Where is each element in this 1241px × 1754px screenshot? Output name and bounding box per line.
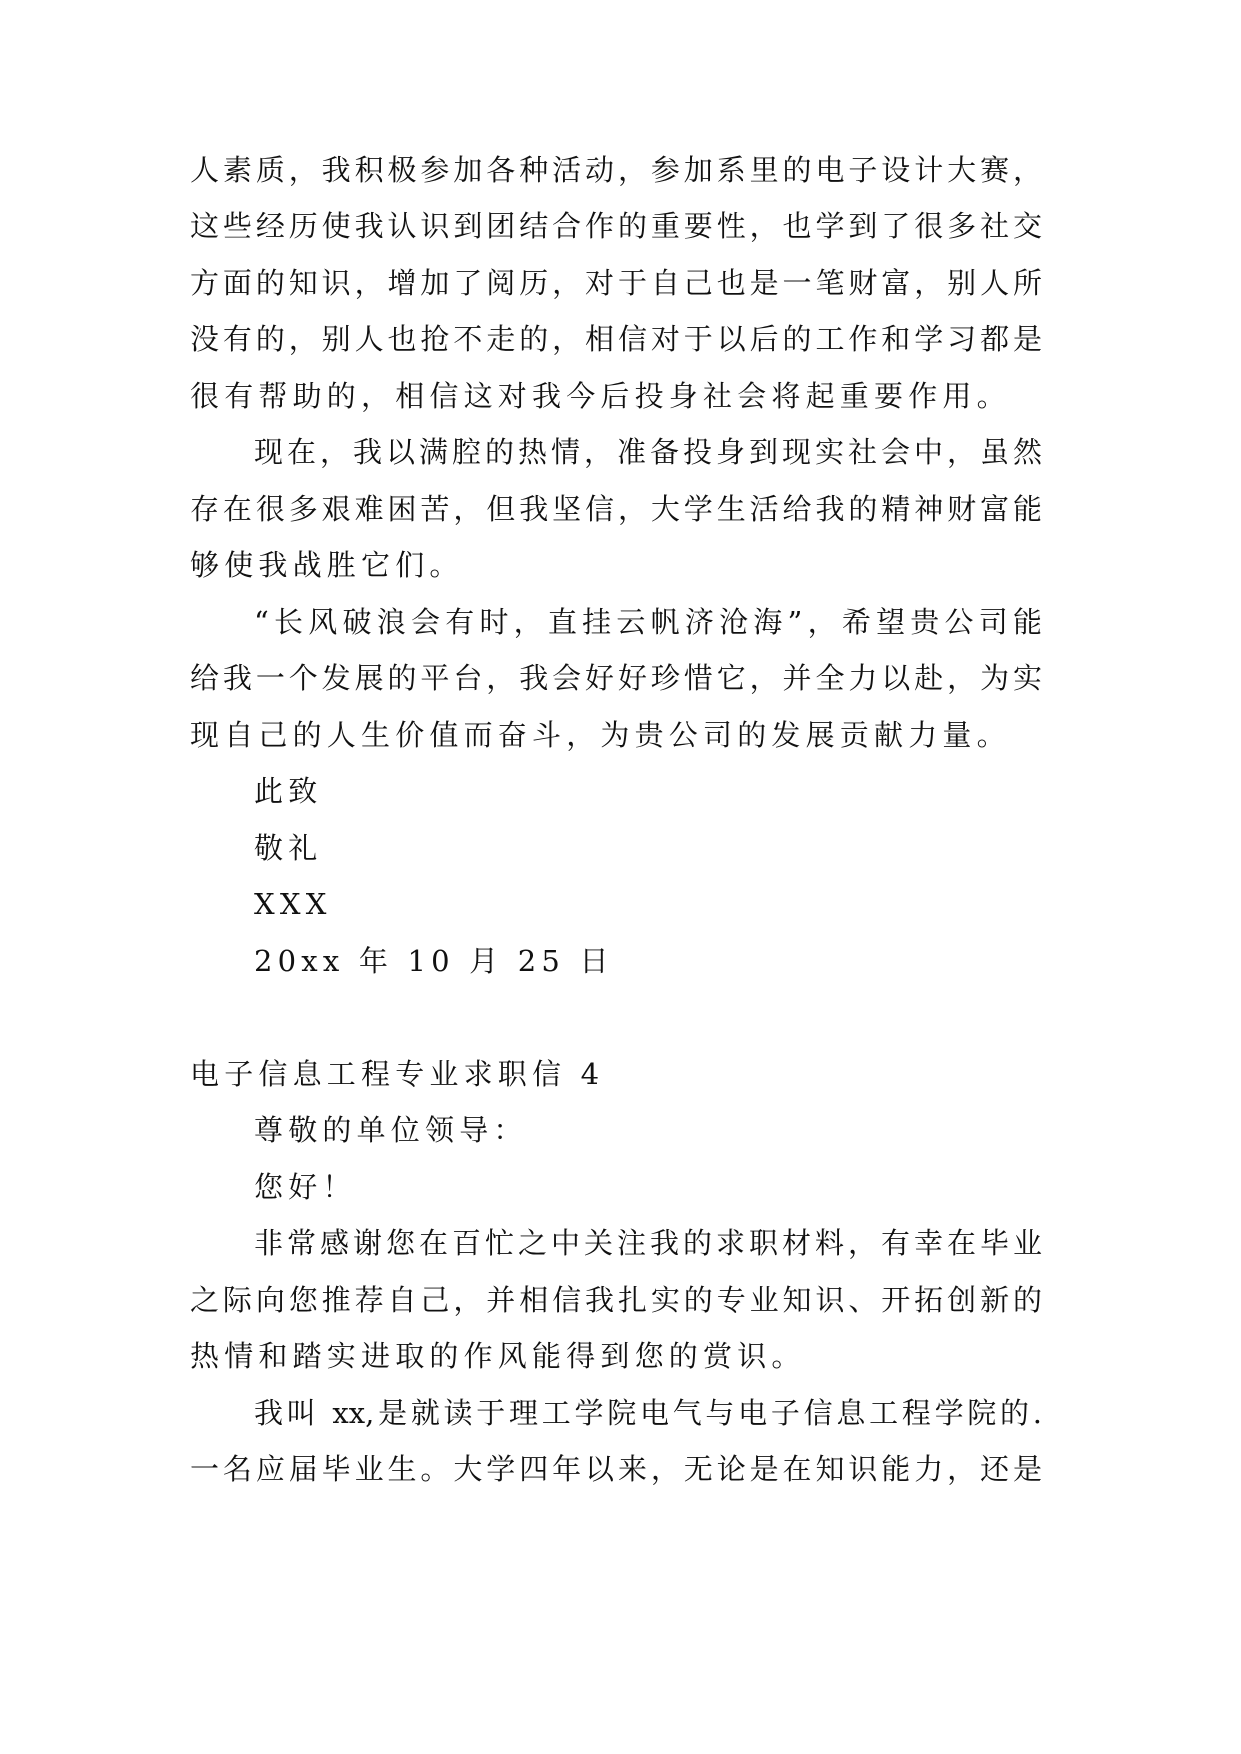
paragraph-line: 方面的知识，增加了阅历，对于自己也是一笔财富，别人所 xyxy=(190,266,1042,300)
paragraph-line: 存在很多艰难困苦，但我坚信，大学生活给我的精神财富能 xyxy=(190,492,1042,526)
paragraph-line: 人素质，我积极参加各种活动，参加系里的电子设计大赛， xyxy=(190,153,1042,187)
paragraph-line: 没有的，别人也抢不走的，相信对于以后的工作和学习都是 xyxy=(190,322,1042,356)
paragraph-line: 给我一个发展的平台，我会好好珍惜它，并全力以赴，为实 xyxy=(190,661,1042,695)
paragraph-line: 之际向您推荐自己，并相信我扎实的专业知识、开拓创新的 xyxy=(190,1283,1042,1317)
letter-hello: 您好！ xyxy=(254,1170,357,1204)
letter-date: 20xx 年 10 月 25 日 xyxy=(254,944,614,978)
paragraph-line: 我叫 xx,是就读于理工学院电气与电子信息工程学院的. xyxy=(254,1396,1042,1430)
paragraph-line: 很有帮助的，相信这对我今后投身社会将起重要作用。 xyxy=(190,379,1011,413)
paragraph-line: 现在，我以满腔的热情，准备投身到现实社会中，虽然 xyxy=(254,435,1042,469)
signature: XXX xyxy=(254,887,332,921)
closing-salutation: 此致 xyxy=(254,774,323,808)
letter-greeting: 尊敬的单位领导： xyxy=(254,1113,528,1147)
paragraph-line: 一名应届毕业生。大学四年以来，无论是在知识能力，还是 xyxy=(190,1452,1042,1486)
paragraph-line: 非常感谢您在百忙之中关注我的求职材料，有幸在毕业 xyxy=(254,1226,1042,1260)
paragraph-line: “长风破浪会有时，直挂云帆济沧海”，希望贵公司能 xyxy=(254,605,1042,639)
paragraph-line: 热情和踏实进取的作风能得到您的赏识。 xyxy=(190,1339,806,1373)
closing-regards: 敬礼 xyxy=(254,831,323,865)
paragraph-line: 够使我战胜它们。 xyxy=(190,548,464,582)
paragraph-line: 这些经历使我认识到团结合作的重要性，也学到了很多社交 xyxy=(190,209,1042,243)
section-title: 电子信息工程专业求职信 4 xyxy=(190,1057,605,1091)
paragraph-line: 现自己的人生价值而奋斗，为贵公司的发展贡献力量。 xyxy=(190,718,1011,752)
